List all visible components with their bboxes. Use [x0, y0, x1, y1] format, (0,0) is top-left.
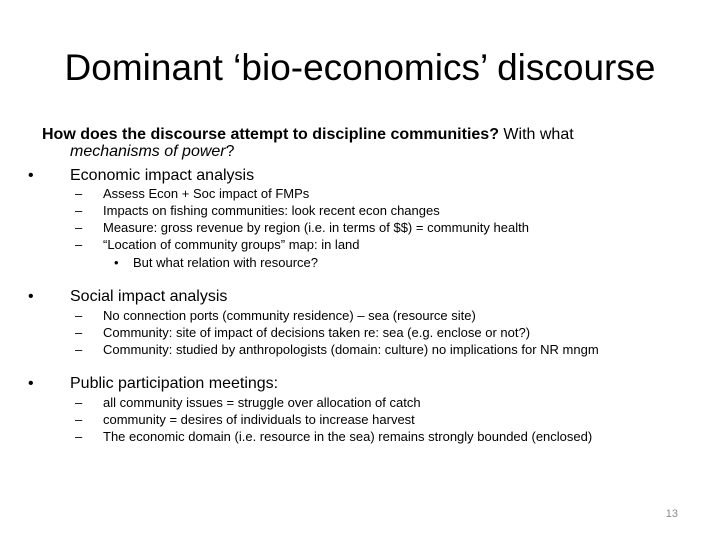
sub-list-item — [114, 255, 318, 271]
question-bold: How does the discourse attempt to discipline communities? — [42, 126, 499, 143]
section-social — [28, 288, 227, 306]
list-item-text: all community issues = struggle over allocation of catch — [103, 395, 421, 410]
section-public — [28, 375, 278, 393]
guiding-question — [42, 126, 682, 160]
list-item-text: The economic domain (i.e. resource in the sea) remains strongly bounded (enclosed) — [103, 429, 593, 444]
bullet-icon: • — [28, 288, 34, 305]
section-label: Economic impact analysis — [70, 167, 255, 184]
bullet-icon: • — [114, 255, 119, 270]
list-item-text: Measure: gross revenue by region (i.e. in terms of $$) = community health — [103, 220, 529, 235]
list-item-text: “Location of community groups” map: in land — [103, 237, 360, 252]
list-item — [75, 412, 415, 428]
slide-title: Dominant ‘bio-economics’ discourse — [64, 47, 656, 88]
dash-icon: – — [75, 237, 83, 252]
list-item — [75, 342, 599, 358]
dash-icon: – — [75, 395, 83, 410]
dash-icon: – — [75, 429, 83, 444]
list-item-text: No connection ports (community residence) – sea (resource site) — [103, 308, 476, 323]
list-item — [75, 395, 421, 411]
question-italic: mechanisms of power — [70, 143, 226, 160]
section-label: Public participation meetings: — [70, 375, 279, 392]
list-item — [75, 186, 309, 202]
list-item — [75, 325, 530, 341]
list-item-text: Community: site of impact of decisions taken re: sea (e.g. enclose or not?) — [103, 325, 531, 340]
sub-list-item-text: But what relation with resource? — [133, 255, 318, 270]
question-end: ? — [225, 143, 235, 160]
list-item-text: Community: studied by anthropologists (domain: culture) no implications for NR mngm — [103, 342, 599, 357]
bullet-icon: • — [28, 375, 34, 392]
dash-icon: – — [75, 412, 83, 427]
dash-icon: – — [75, 203, 83, 218]
bullet-icon: • — [28, 167, 34, 184]
dash-icon: – — [75, 186, 83, 201]
page-number: 13 — [665, 508, 678, 520]
question-mid: With what — [498, 126, 574, 143]
section-economic — [28, 167, 254, 185]
list-item-text: Impacts on fishing communities: look recent econ changes — [103, 203, 440, 218]
list-item — [75, 203, 440, 219]
list-item — [75, 237, 360, 253]
list-item-text: community = desires of individuals to increase harvest — [103, 412, 415, 427]
dash-icon: – — [75, 342, 83, 357]
list-item — [75, 220, 529, 236]
dash-icon: – — [75, 308, 83, 323]
dash-icon: – — [75, 325, 83, 340]
dash-icon: – — [75, 220, 83, 235]
list-item-text: Assess Econ + Soc impact of FMPs — [103, 186, 310, 201]
section-label: Social impact analysis — [70, 288, 228, 305]
list-item — [75, 308, 476, 324]
list-item — [75, 429, 592, 445]
